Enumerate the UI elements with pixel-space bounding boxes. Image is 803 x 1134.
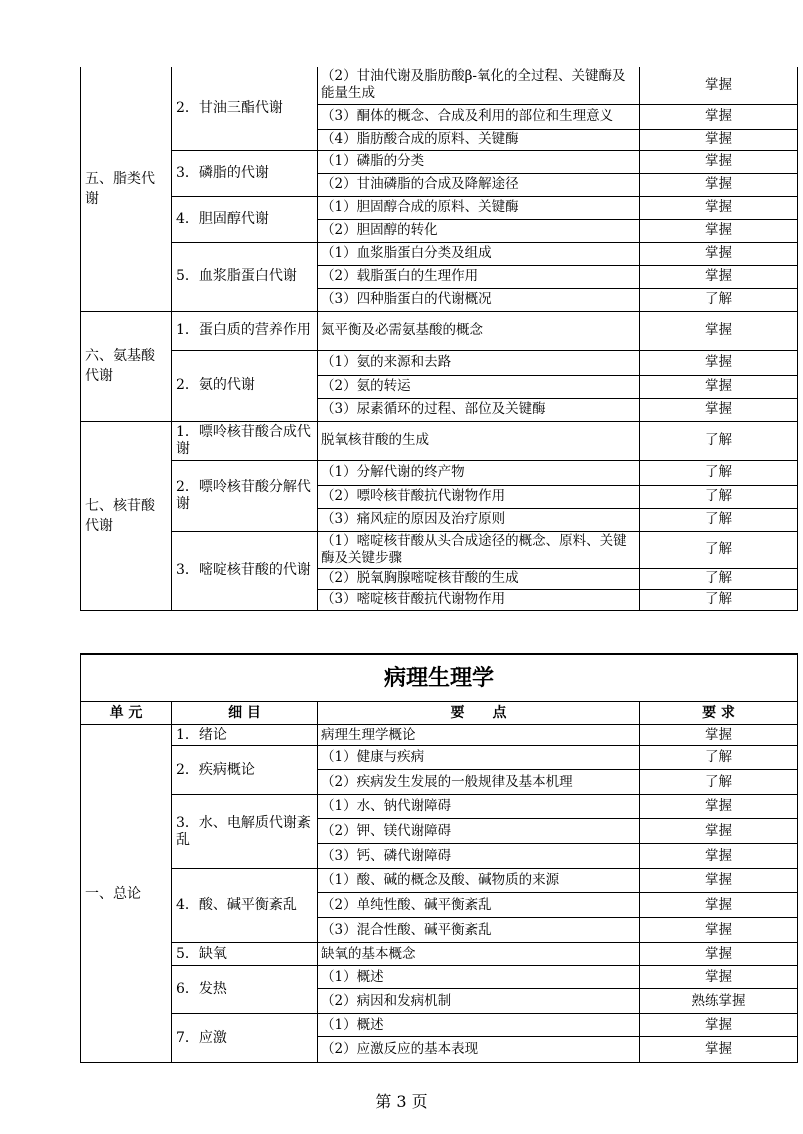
table-row (81, 311, 798, 350)
point-cell: 缺氧的基本概念 (318, 943, 640, 966)
table-row (81, 966, 798, 989)
requirement-cell: 掌握 (640, 869, 798, 893)
point-cell: （1）磷脂的分类 (318, 150, 640, 173)
point-cell: （2）单纯性酸、碱平衡紊乱 (318, 893, 640, 918)
table-row (81, 943, 798, 966)
point-cell: （2）钾、镁代谢障碍 (318, 819, 640, 844)
section-title-row (81, 654, 798, 702)
subitem-cell: 2．氨的代谢 (172, 350, 318, 421)
point-cell: （3）钙、磷代谢障碍 (318, 844, 640, 869)
requirement-cell: 掌握 (640, 918, 798, 943)
requirement-cell: 了解 (640, 589, 798, 610)
subitem-cell: 4．酸、碱平衡紊乱 (172, 869, 318, 943)
header-unit: 单 元 (81, 702, 172, 725)
point-cell: （2）应激反应的基本表现 (318, 1037, 640, 1063)
syllabus-table-pathophysiology (80, 653, 798, 1063)
point-cell: （2）载脂蛋白的生理作用 (318, 265, 640, 288)
requirement-cell: 了解 (640, 531, 798, 568)
syllabus-table-body (81, 67, 798, 610)
point-cell: （3）四种脂蛋白的代谢概况 (318, 288, 640, 311)
point-cell: 脱氧核苷酸的生成 (318, 421, 640, 460)
subitem-cell: 3．水、电解质代谢紊乱 (172, 795, 318, 869)
requirement-cell: 了解 (640, 421, 798, 460)
syllabus-table-biochemistry (80, 67, 798, 611)
requirement-cell: 了解 (640, 508, 798, 531)
point-cell: （2）疾病发生发展的一般规律及基本机理 (318, 770, 640, 795)
requirement-cell: 掌握 (640, 966, 798, 989)
point-cell: （1）血浆脂蛋白分类及组成 (318, 242, 640, 265)
header-row (81, 702, 798, 725)
requirement-cell: 掌握 (640, 242, 798, 265)
table-row (81, 1014, 798, 1037)
point-cell: 病理生理学概论 (318, 725, 640, 746)
requirement-cell: 掌握 (640, 265, 798, 288)
table-row (81, 67, 798, 104)
point-cell: （1）概述 (318, 966, 640, 989)
point-cell: （2）嘌呤核苷酸抗代谢物作用 (318, 485, 640, 508)
header-points: 要 点 (318, 702, 640, 725)
requirement-cell: 掌握 (640, 375, 798, 398)
requirement-cell: 掌握 (640, 398, 798, 421)
subitem-cell: 6．发热 (172, 966, 318, 1014)
table-row (81, 242, 798, 265)
requirement-cell: 掌握 (640, 150, 798, 173)
subitem-cell: 1．蛋白质的营养作用 (172, 311, 318, 350)
subitem-cell: 2．疾病概论 (172, 746, 318, 795)
requirement-cell: 掌握 (640, 795, 798, 819)
requirement-cell: 熟练掌握 (640, 989, 798, 1014)
requirement-cell: 掌握 (640, 350, 798, 375)
unit-cell: 一、总论 (81, 725, 172, 1063)
point-cell: （2）氨的转运 (318, 375, 640, 398)
requirement-cell: 了解 (640, 746, 798, 770)
requirement-cell: 了解 (640, 770, 798, 795)
subitem-cell: 3．嘧啶核苷酸的代谢 (172, 531, 318, 610)
requirement-cell: 掌握 (640, 943, 798, 966)
requirement-cell: 了解 (640, 485, 798, 508)
point-cell: （3）尿素循环的过程、部位及关键酶 (318, 398, 640, 421)
unit-cell: 五、脂类代谢 (81, 67, 172, 311)
point-cell: （4）脂肪酸合成的原料、关键酶 (318, 129, 640, 150)
subitem-cell: 1．嘌呤核苷酸合成代谢 (172, 421, 318, 460)
requirement-cell: 掌握 (640, 104, 798, 129)
table-row (81, 746, 798, 770)
requirement-cell: 掌握 (640, 219, 798, 242)
table-row (81, 531, 798, 568)
point-cell: （1）酸、碱的概念及酸、碱物质的来源 (318, 869, 640, 893)
point-cell: （3）痛风症的原因及治疗原则 (318, 508, 640, 531)
point-cell: （2）脱氧胸腺嘧啶核苷酸的生成 (318, 568, 640, 589)
requirement-cell: 掌握 (640, 844, 798, 869)
point-cell: （3）混合性酸、碱平衡紊乱 (318, 918, 640, 943)
point-cell: （3）嘧啶核苷酸抗代谢物作用 (318, 589, 640, 610)
point-cell: 氮平衡及必需氨基酸的概念 (318, 311, 640, 350)
unit-cell: 六、氨基酸代谢 (81, 311, 172, 421)
point-cell: （1）水、钠代谢障碍 (318, 795, 640, 819)
unit-cell: 七、核苷酸代谢 (81, 421, 172, 610)
requirement-cell: 掌握 (640, 196, 798, 219)
requirement-cell: 掌握 (640, 725, 798, 746)
syllabus-table-body (81, 654, 798, 1063)
subitem-cell: 4．胆固醇代谢 (172, 196, 318, 242)
point-cell: （3）酮体的概念、合成及利用的部位和生理意义 (318, 104, 640, 129)
subitem-cell: 7．应激 (172, 1014, 318, 1063)
table-row (81, 869, 798, 893)
table-row (81, 150, 798, 173)
requirement-cell: 掌握 (640, 1014, 798, 1037)
point-cell: （1）氨的来源和去路 (318, 350, 640, 375)
requirement-cell: 掌握 (640, 1037, 798, 1063)
requirement-cell: 了解 (640, 568, 798, 589)
table-row (81, 350, 798, 375)
point-cell: （1）分解代谢的终产物 (318, 460, 640, 485)
requirement-cell: 掌握 (640, 311, 798, 350)
table-row (81, 795, 798, 819)
header-requirement: 要 求 (640, 702, 798, 725)
section-title: 病理生理学 (81, 654, 798, 702)
point-cell: （1）概述 (318, 1014, 640, 1037)
table-row (81, 460, 798, 485)
point-cell: （1）健康与疾病 (318, 746, 640, 770)
subitem-cell: 5．缺氧 (172, 943, 318, 966)
subitem-cell: 2．嘌呤核苷酸分解代谢 (172, 460, 318, 531)
point-cell: （2）甘油代谢及脂肪酸β-氧化的全过程、关键酶及能量生成 (318, 67, 640, 104)
requirement-cell: 了解 (640, 460, 798, 485)
subitem-cell: 3．磷脂的代谢 (172, 150, 318, 196)
header-subitem: 细 目 (172, 702, 318, 725)
point-cell: （2）病因和发病机制 (318, 989, 640, 1014)
requirement-cell: 掌握 (640, 173, 798, 196)
subitem-cell: 1．绪论 (172, 725, 318, 746)
subitem-cell: 5．血浆脂蛋白代谢 (172, 242, 318, 311)
requirement-cell: 掌握 (640, 819, 798, 844)
requirement-cell: 掌握 (640, 67, 798, 104)
table-row (81, 725, 798, 746)
table-row (81, 196, 798, 219)
point-cell: （1）胆固醇合成的原料、关键酶 (318, 196, 640, 219)
subitem-cell: 2．甘油三酯代谢 (172, 67, 318, 150)
requirement-cell: 了解 (640, 288, 798, 311)
point-cell: （2）甘油磷脂的合成及降解途径 (318, 173, 640, 196)
point-cell: （1）嘧啶核苷酸从头合成途径的概念、原料、关键酶及关键步骤 (318, 531, 640, 568)
page-number: 第 3 页 (375, 1092, 428, 1111)
table-row (81, 421, 798, 460)
point-cell: （2）胆固醇的转化 (318, 219, 640, 242)
requirement-cell: 掌握 (640, 893, 798, 918)
requirement-cell: 掌握 (640, 129, 798, 150)
